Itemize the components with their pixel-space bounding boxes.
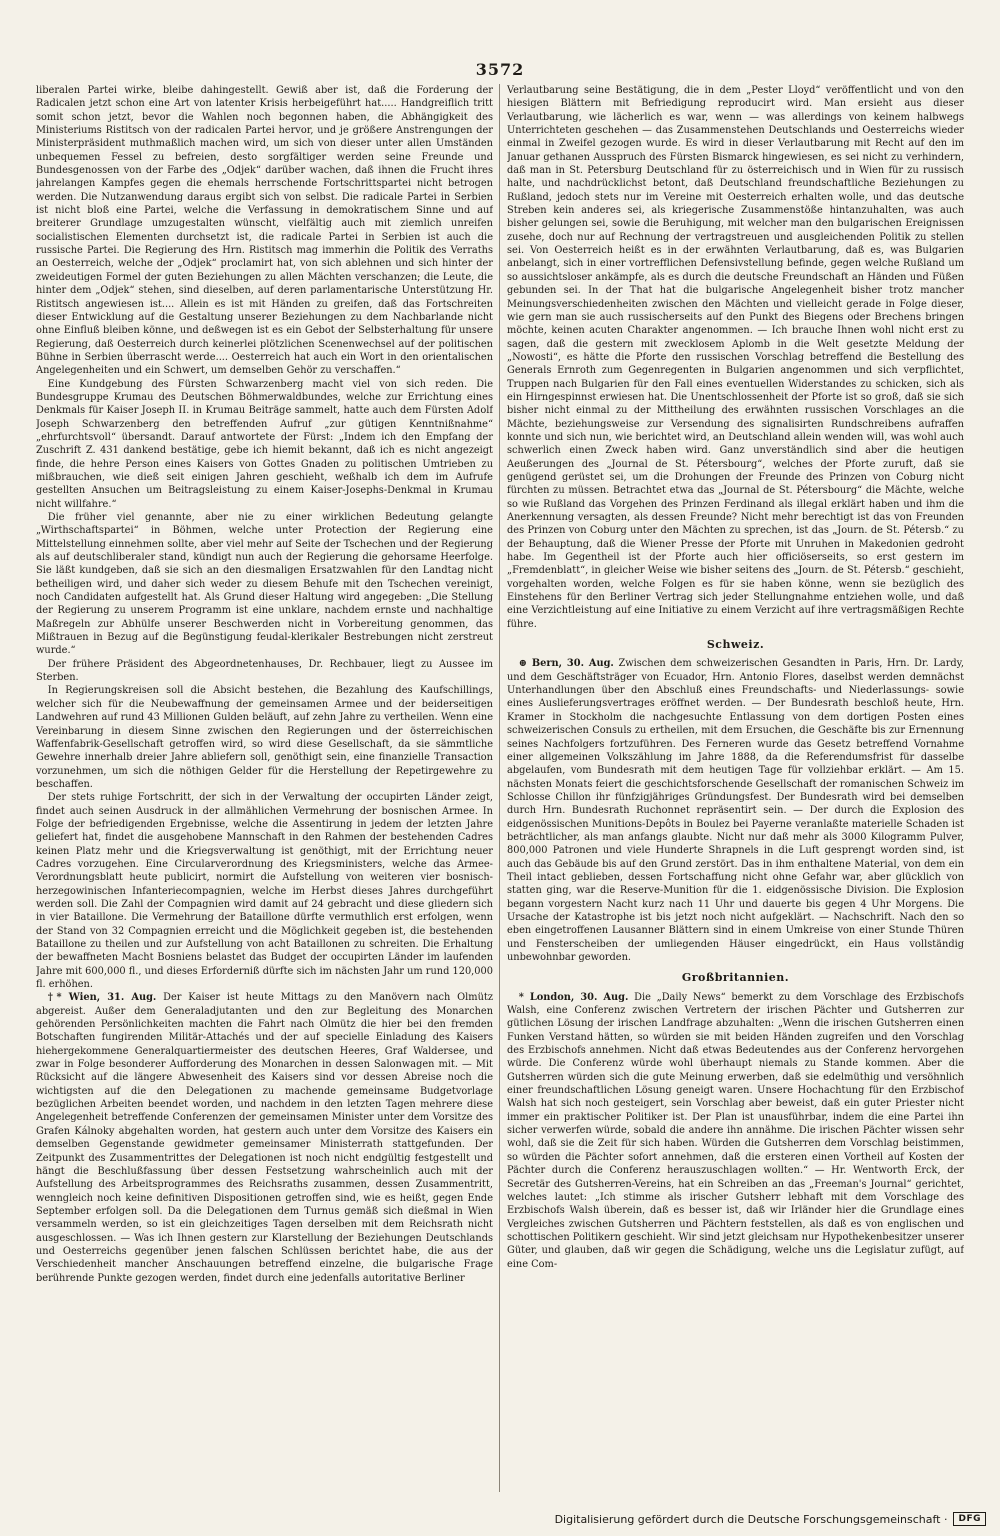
dateline: ⊕ Bern, 30. Aug. [518,658,614,670]
paragraph-text: Der Kaiser ist heute Mittags zu den Manövern nach Olmütz abgereist. Außer dem Generaladjutanten und den zur Begleitung des Monarchen gehörenden Persönlichkeiten machten die Fahrt nach Olmütz die hier bei den fremden Botschaften fungirenden Militär-Attachés und der auf specielle Einladung des Kaisers hiehergekommene Generalquartiermeister des deutschen Heeres, Graf Waldersee, und zwar in Folge besonderer Aufforderung des Monarchen in dessen Salonwagen mit. — Mit Rücksicht auf die längere Abwesenheit des Kaisers sind vor dessen Abreise noch die wichtigsten auf die den Delegationen zu machende gemeinsame Budgetvorlage bezüglichen Arbeiten beendet worden, und nachdem in den letzten Tagen mehrere diese Angelegenheit betreffende Conferenzen der gemeinsamen Minister unter dem Vorsitze des Grafen Kálnoky abgehalten worden, hat gestern auch unter dem Vorsitze des Kaisers ein demselben Gegenstande gewidmeter gemeinsamer Ministerrath stattgefunden. Der Zeitpunkt des Zusammentrittes der Delegationen ist noch nicht endgültig festgestellt und hängt die Beschlußfassung über dessen Festsetzung wahrscheinlich auch mit der Aufstellung des Arbeitsprogrammes des Reichsraths zusammen, dessen Zusammentritt, wenngleich noch keine definitiven Dispositionen getroffen sind, wie es heißt, gegen Ende September erfolgen soll. Da die Delegationen dem Turnus gemäß sich dießmal in Wien versammeln werden, so ist ein gleichzeitiges Tagen derselben mit dem Reichsrath nicht ausgeschlossen. — Was ich Ihnen gestern zur Klarstellung der Beziehungen Deutschlands und Oesterreichs gegenüber jenen falschen Schlüssen berichtet habe, die aus der Verschiedenheit mancher Anschauungen betreffend einzelne, die bulgarische Frage berührende Punkte gezogen werden, findet durch eine jedenfalls autoritative Berliner [36,992,493,1284]
paragraph-text: Der frühere Präsident des Abgeordnetenhauses, Dr. Rechbauer, liegt zu Aussee im Sterben. [36,658,493,684]
article-paragraph [36,991,493,1285]
page-number: 3572 [475,60,525,79]
paragraph-text: Eine Kundgebung des Fürsten Schwarzenberg macht viel von sich reden. Die Bundesgruppe Krumau des Deutschen Böhmerwaldbundes, welche zur Errichtung eines Denkmals für Kaiser Joseph II. in Krumau Beiträge sammelt, hatte auch dem Fürsten Adolf Joseph Schwarzenberg den betreffenden Aufruf „zur gütigen Kenntnißnahme“ „ehrfurchtsvoll“ übersandt. Darauf antwortete der Fürst: „Indem ich den Empfang der Zuschrift Z. 431 dankend bestätige, gebe ich hiemit bekannt, daß ich es nicht angezeigt finde, die hehre Person eines Kaisers von Gottes Gnaden zu politischen Umtrieben zu mißbrauchen, wie dieß seit einigen Jahren geschieht, weßhalb ich dem im Aufrufe gestellten Ansuchen um Beitragsleistung zu einem Kaiser-Josephs-Denkmal in Krumau nicht willfahre.“ [36,378,493,510]
article-paragraph [36,684,493,791]
section-heading: Großbritannien. [681,971,790,985]
article-paragraph [507,657,964,964]
article-paragraph [507,84,964,631]
footer-credit: Digitalisierung gefördert durch die Deutsche Forschungsgemeinschaft · [554,1512,948,1526]
newspaper-columns [36,84,964,1492]
paragraph-text: Die „Daily News“ bemerkt zu dem Vorschlage des Erzbischofs Walsh, eine Conferenz zwischen Vertretern der irischen Pächter und Gutsherren zur gütlichen Lösung der irischen Landfrage abzuhalten: „Wenn die irischen Gutsherren einen Funken Verstand hätten, so würden sie mit beiden Händen zugreifen und den Vorschlag des Erzbischofs annehmen. Nicht daß etwas Bedeutendes aus der Conferenz hervorgehen würde. Die Conferenz würde wohl überhaupt niemals zu Stande kommen. Aber die Gutsherren würden sich die gute Meinung erwerben, daß sie edelmüthig und versöhnlich einer freundschaftlichen Lösung geneigt waren. Unsere Hochachtung für den Erzbischof Walsh hat sich noch gesteigert, sein Vorschlag aber beweist, daß ein guter Priester nicht immer ein praktischer Politiker ist. Der Plan ist unausführbar, indem die eine Partei ihn sicher verwerfen würde, sobald die andere ihn annähme. Die irischen Pächter wissen sehr wohl, daß sie die Zeit für sich haben. Würden die Gutsherren dem Vorschlag beistimmen, so würden die Pächter sofort annehmen, daß die ersteren einen Vortheil auf Kosten der Pächter durch die Conferenz herauszuschlagen wollten.“ — Hr. Wentworth Erck, der Secretär des Gutsherren-Vereins, hat ein Schreiben an das „Freeman's Journal“ gerichtet, welches lautet: „Ich stimme als irischer Gutsherr lebhaft mit dem Vorschlage des Erzbischofs Walsh überein, daß es besser ist, daß wir Irländer hier die Grundlage eines Vergleiches zwischen Gutsherren und Pächtern feststellen, als daß es von englischen und schottischen Politikern geschieht. Wir sind jetzt gleichsam nur Hypothekenbesitzer unserer Güter, und glauben, daß wir gegen die Schädigung, welche uns die Legislatur zufügt, auf eine Com- [507,991,964,1270]
article-paragraph [36,378,493,511]
column-divider [499,84,500,1492]
dateline: * London, 30. Aug. [518,991,629,1003]
right-column [507,84,964,1492]
paragraph-text: Der stets ruhige Fortschritt, der sich in der Verwaltung der occupirten Länder zeigt, findet auch seinen Ausdruck in der allmählichen Vermehrung der bosnischen Armee. In Folge der befriedigenden Ergebnisse, welche die Assentirung in jedem der letzten Jahre geliefert hat, findet die ausgehobene Mannschaft in den Rahmen der bestehenden Cadres keinen Platz mehr und die Kriegsverwaltung ist genöthigt, mit der Errichtung neuer Cadres vorzugehen. Eine Circularverordnung des Kriegsministers, welche das Armee-Verordnungsblatt heute publicirt, normirt die Aufstellung von weiteren vier bosnisch-herzegowinischen Infanteriecompagnien, welche im Herbst dieses Jahres durchgeführt werden soll. Die Zahl der Compagnien wird damit auf 24 gebracht und diese gliedern sich in vier Bataillone. Die Vermehrung der Bataillone dürfte vermuthlich erst erfolgen, wenn der Stand von 32 Compagnien erreicht und die Möglichkeit gegeben ist, die bestehenden Bataillone zu theilen und zur Aufstellung von acht Bataillonen zu schreiten. Die Erhaltung der bewaffneten Macht Bosniens belastet das Budget der occupirten Länder im laufenden Jahre mit 600,000 fl., und dieses Erforderniß dürfte sich im nächsten Jahr um rund 120,000 fl. erhöhen. [36,792,493,991]
article-paragraph [36,658,493,685]
paragraph-text: Verlautbarung seine Bestätigung, die in dem „Pester Lloyd“ veröffentlicht und von den hiesigen Blättern mit Befriedigung reproducirt wird. Man ersieht aus dieser Verlautbarung, wie lächerlich es war, wenn — was allerdings von keinem halbwegs Unterrichteten geschehen — das Zusammenstehen Deutschlands und Oesterreichs wieder einmal in Zweifel gezogen wurde. Es wird in dieser Verlautbarung mit Recht auf den im Januar gethanen Ausspruch des Fürsten Bismarck hingewiesen, es sei nicht zu verhindern, daß man in St. Petersburg Deutschland für zu österreichisch und in Wien für zu russisch halte, und nachdrücklichst betont, daß Deutschland freundschaftliche Beziehungen zu Rußland, jedoch stets nur im Vereine mit Oesterreich erhalten wolle, und das deutsche Streben kein anderes sei, als kriegerische Zusammenstöße hintanzuhalten, was auch bisher gelungen sei, sowie die Beruhigung, mit welcher man den bulgarischen Ereignissen zusehe, doch nur auf Rechnung der vertragstreuen und ausgleichenden Politik zu stellen sei. Von Oesterreich heißt es in der erwähnten Verlautbarung, daß es, was Bulgarien anbelangt, sich in einer vortrefflichen Defensivstellung befinde, gegen welche Rußland um so aussichtsloser ankämpfe, als es durch die deutsche Freundschaft an Händen und Füßen gebunden sei. In der That hat die bulgarische Angelegenheit bisher trotz mancher Meinungsverschiedenheiten zwischen den Mächten und vielleicht gerade in Folge dieser, wie gern man sie auch russischerseits auf den Punkt des Biegens oder Brechens bringen möchte, keinen acuten Charakter angenommen. — Ich brauche Ihnen wohl nicht erst zu sagen, daß die gestern mit zwecklosem Aplomb in die Welt gesetzte Meldung der „Nowosti“, es hätte die Pforte den russischen Vorschlag betreffend die Bestellung des Generals Ernroth zum Gegenregenten in Bulgarien angenommen und sich verpflichtet, Truppen nach Bulgarien für den Fall eines eventuellen Widerstandes zu schicken, sich als ein Hirngespinnst erwiesen hat. Die Unentschlossenheit der Pforte ist so groß, daß sie sich bisher nicht einmal zu der Mittheilung des erwähnten russischen Vorschlages an die Mächte, beziehungsweise zur Versendung des signalisirten Rundschreibens aufraffen konnte und sich nun, wie berichtet wird, an Deutschland allein wenden will, was wohl auch schwerlich einen Zweck haben wird. Ganz unverständlich sind aber die heutigen Aeußerungen des „Journal de St. Pétersbourg“, welches der Pforte zuruft, daß sie genügend gerüstet sei, um die Drohungen der Freunde des Prinzen von Coburg nicht fürchten zu müssen. Betrachtet etwa das „Journal de St. Pétersbourg“ die Mächte, welche so wie Rußland das Vorgehen des Prinzen Ferdinand als illegal erklärt haben und ihm die Anerkennung versagten, als dessen Freunde? Nicht mehr berechtigt ist das von Freunden des Prinzen von Coburg unter den Mächten zu sprechen, ist das „Journ. de St. Pétersb.“ zu der Behauptung, daß die Wiener Presse der Pforte mit Unruhen in Makedonien gedroht habe. Im Gegentheil ist der Pforte auch hier officiöserseits, so erst gestern im „Fremdenblatt“, in gleicher Weise wie bisher seitens des „Journ. de St. Pétersb.“ geschieht, vorgehalten worden, welche Folgen es für sie haben könne, wenn sie bezüglich des Einstehens für den Berliner Vertrag sich jeder Stellungnahme entziehen wolle, und daß eine Verzichtleistung auf eine Initiative zu einem Verzicht auf ihre vertragsmäßigen Rechte führe. [507,85,964,630]
section-heading: Schweiz. [706,638,765,652]
paragraph-text: liberalen Partei wirke, bleibe dahingestellt. Gewiß aber ist, daß die Forderung der Radicalen jetzt schon eine Art von latenter Krisis herbeigeführt hat..... Handgreiflich tritt somit schon jetzt, bevor die Wahlen noch begonnen haben, die Abhängigkeit des Ministeriums Ristitsch von der radicalen Partei hervor, und je größere Anstrengungen der Ministerpräsident muthmaßlich machen wird, um sich von dieser unter allen Umständen unbequemen Fessel zu befreien, desto sorgfältiger werden seine Freunde und Bundesgenossen von der Farbe des „Odjek“ darüber wachen, daß ihnen die Frucht ihres jahrelangen Kampfes gegen die ehemals herrschende Fortschrittspartei nicht betrogen werden. Die Nutzanwendung daraus ergibt sich von selbst. Die radicale Partei in Serbien ist nicht bloß eine Partei, welche die Verfassung in demokratischem Sinne und auf breiterer Grundlage umzugestalten wünscht, vielfältig auch mit ziemlich unreifen socialistischen Elementen durchsetzt ist, die radicale Partei in Serbien ist auch die russische Partei. Die Regierung des Hrn. Ristitsch mag immerhin die Politik des Verraths an Oesterreich, welche der „Odjek“ proclamirt hat, von sich ablehnen und sich hinter der zweideutigen Formel der guten Beziehungen zu allen Mächten verschanzen; die Leute, die hinter dem „Odjek“ stehen, sind dieselben, auf deren parlamentarische Unterstützung Hr. Ristitsch angewiesen ist.... Allein es ist mit Händen zu greifen, daß das Fortschreiten dieser Entwicklung auf die Gestaltung unserer Beziehungen zu dem Nachbarlande nicht ohne Einfluß bleiben könne, und deßwegen ist es ein Gebot der Selbsterhaltung für unsere Regierung, daß Oesterreich durch keinerlei plötzlichen Scenenwechsel auf der politischen Bühne in Serbien überrascht werde.... Oesterreich hat auch ein Wort in den orientalischen Angelegenheiten und ein Schwert, um demselben Gehör zu verschaffen.“ [36,85,493,377]
footer [555,1510,986,1528]
article-paragraph [36,84,493,378]
article-paragraph [36,791,493,991]
left-column [36,84,493,1492]
paragraph-text: Zwischen dem schweizerischen Gesandten in Paris, Hrn. Dr. Lardy, und dem Geschäftsträger von Ecuador, Hrn. Antonio Flores, daselbst werden demnächst Unterhandlungen über den Abschluß eines Freundschafts- und Niederlassungs- sowie eines Auslieferungsvertrages eröffnet werden. — Der Bundesrath beschloß heute, Hrn. Kramer in Stockholm die nachgesuchte Entlassung von dem dortigen Posten eines schweizerischen Consuls zu ertheilen, mit dem Ersuchen, die Geschäfte bis zur Ernennung seines Nachfolgers fortzuführen. Des Ferneren wurde das Gesetz betreffend Vornahme einer allgemeinen Volkszählung im Jahre 1888, da die Referendumsfrist für dasselbe abgelaufen, vom Bundesrath mit dem heutigen Tage für vollziehbar erklärt. — Am 15. nächsten Monats feiert die geschichtsforschende Gesellschaft der romanischen Schweiz im Schlosse Chillon ihr fünfzigjähriges Gründungsfest. Der Bundesrath wird bei demselben durch Hrn. Bundesrath Ruchonnet repräsentirt sein. — Der durch die Explosion des eidgenössischen Munitions-Depôts in Boulez bei Payerne veranlaßte materielle Schaden ist beträchtlicher, als man anfangs glaubte. Nicht nur daß mehr als 3000 Kilogramm Pulver, 800,000 Patronen und viele Hunderte Shrapnels in die Luft gesprengt worden sind, ist auch das Gebäude bis auf den Grund zerstört. Das in ihm enthaltene Material, von dem ein Theil intact geblieben, dessen Fortschaffung nicht ohne Gefahr war, aber glücklich von statten ging, war die Reserve-Munition für die 1. eidgenössische Division. Die Explosion begann vorgestern Nacht kurz nach 11 Uhr und dauerte bis gegen 4 Uhr Morgens. Die Ursache der Katastrophe ist bis jetzt noch nicht aufgeklärt. — Nachschrift. Nach den so eben eingetroffenen Lausanner Blättern sind in einem Umkreise von einer Stunde Thüren und Fensterscheiben der umliegenden Häuser eingedrückt, ein Haus vollständig unbewohnbar geworden. [507,658,964,963]
paragraph-text: Die früher viel genannte, aber nie zu einer wirklichen Bedeutung gelangte „Wirthschaftspartei“ in Böhmen, welche unter Protection der Regierung eine Mittelstellung einnehmen sollte, aber viel mehr auf Seite der Tschechen und der Regierung als auf deutschliberaler stand, kündigt nun auch der Regierung die gehorsame Heerfolge. Sie läßt kundgeben, daß sie sich an den diesmaligen Ersatzwahlen für den Landtag nicht betheiligen wird, und daher sich weder zu diesem Behufe mit den Tschechen vereinigt, noch Candidaten aufgestellt hat. Als Grund dieser Haltung wird angegeben: „Die Stellung der Regierung zu unserem Programm ist eine unklare, nachdem ernste und nachhaltige Maßregeln zur Abhülfe unserer Beschwerden nicht in Vorbereitung genommen, das Mißtrauen in Bezug auf die Begünstigung feudal-klerikaler Bestrebungen nicht zerstreut wurde.“ [36,512,493,657]
dateline: †* Wien, 31. Aug. [47,992,157,1004]
dfg-logo: DFG [953,1512,986,1526]
paragraph-text: In Regierungskreisen soll die Absicht bestehen, die Bezahlung des Kaufschillings, welcher sich für die Neubewaffnung der gemeinsamen Armee und der beiderseitigen Landwehren auf rund 43 Millionen Gulden beläuft, auf zehn Jahre zu vertheilen. Wenn eine Vereinbarung in diesem Sinne zwischen den Regierungen und der österreichischen Waffenfabrik-Gesellschaft getroffen wird, so wird diese Gesellschaft, da sie sämmtliche Gewehre innerhalb dreier Jahre abliefern soll, genöthigt sein, eine finanzielle Transaction vorzunehmen, um sich die nöthigen Gelder für die Herstellung der Repetirgewehre zu beschaffen. [36,685,493,790]
article-paragraph [36,511,493,658]
article-paragraph [507,991,964,1271]
